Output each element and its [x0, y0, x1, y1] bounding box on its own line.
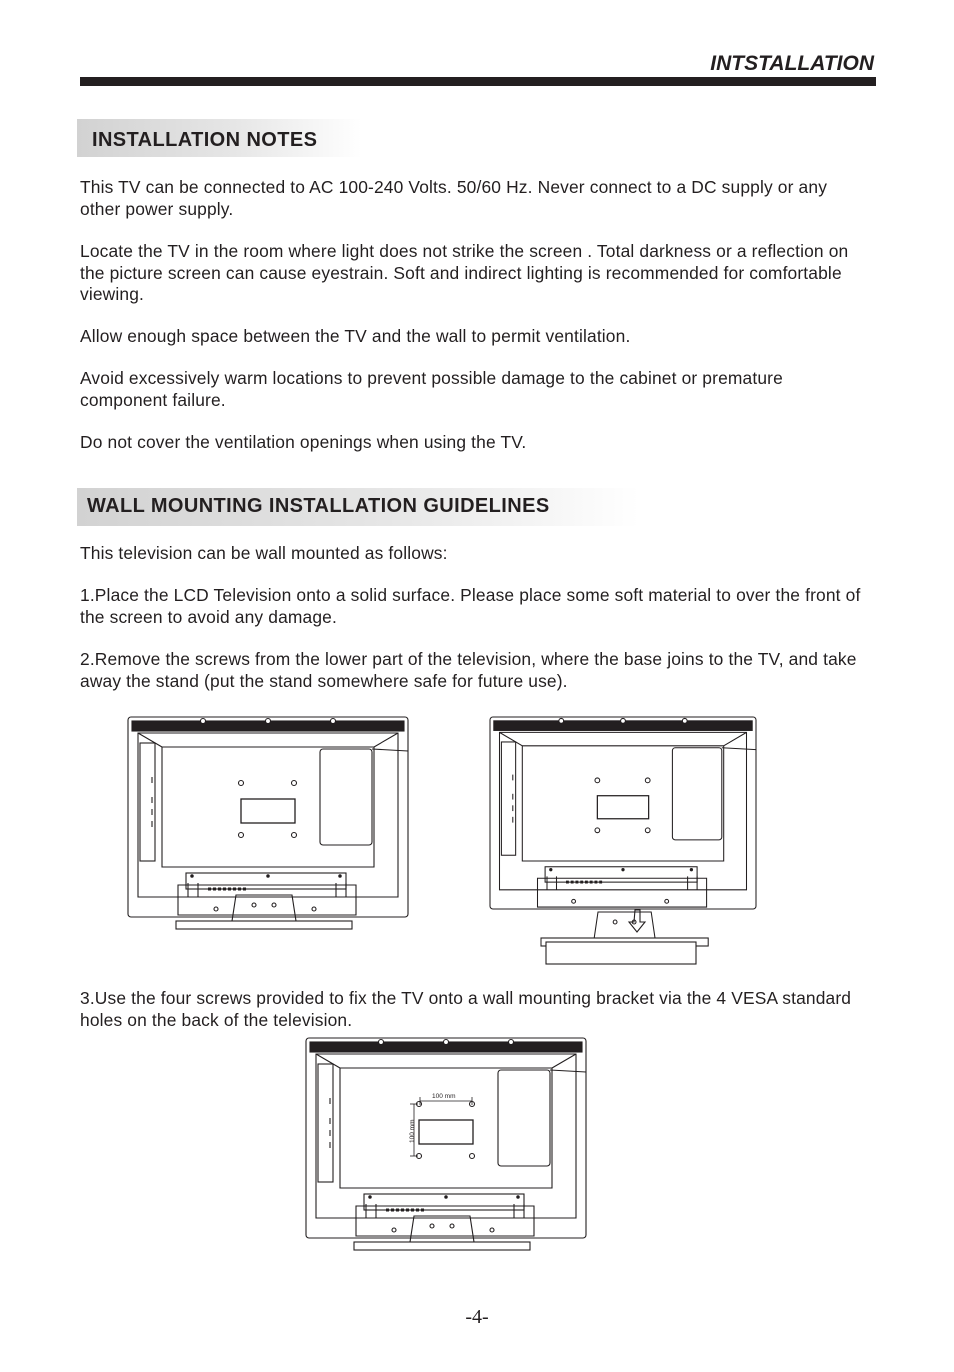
- note-paragraph: This TV can be connected to AC 100-240 Volts. 50/60 Hz. Never connect to a DC supply or any other power supply.: [80, 177, 828, 219]
- note-paragraph: Allow enough space between the TV and the wall to permit ventilation.: [80, 326, 631, 346]
- mounting-step-3: 3.Use the four screws provided to fix the TV onto a wall mounting bracket via the 4 VESA standard holes on the back of the television.: [80, 988, 852, 1030]
- page-number: -4-: [465, 1306, 489, 1328]
- note-paragraph: Avoid excessively warm locations to prevent possible damage to the cabinet or premature component failure.: [80, 368, 783, 410]
- note-paragraph: Locate the TV in the room where light does not strike the screen . Total darkness or a reflection on the picture screen can cause eyestrain. Soft and indirect lighting is recommended for comfortable viewing.: [80, 241, 849, 304]
- section-title-installation-notes: INSTALLATION NOTES: [92, 129, 318, 151]
- vesa-horizontal-dimension: 100 mm: [432, 1093, 456, 1100]
- note-paragraph: Do not cover the ventilation openings when using the TV.: [80, 432, 527, 452]
- section-title-wall-mounting: WALL MOUNTING INSTALLATION GUIDELINES: [87, 495, 550, 517]
- header-title: INTSTALLATION: [710, 52, 874, 75]
- mounting-intro: This television can be wall mounted as follows:: [80, 543, 448, 563]
- mounting-step-2: 2.Remove the screws from the lower part of the television, where the base joins to the TV, and take away the stand (put the stand somewhere safe for future use).: [80, 649, 857, 691]
- vesa-vertical-dimension: 100 mm: [409, 1119, 416, 1143]
- mounting-step-1: 1.Place the LCD Television onto a solid surface. Please place some soft material to over the front of the screen to avoid any damage.: [80, 585, 861, 627]
